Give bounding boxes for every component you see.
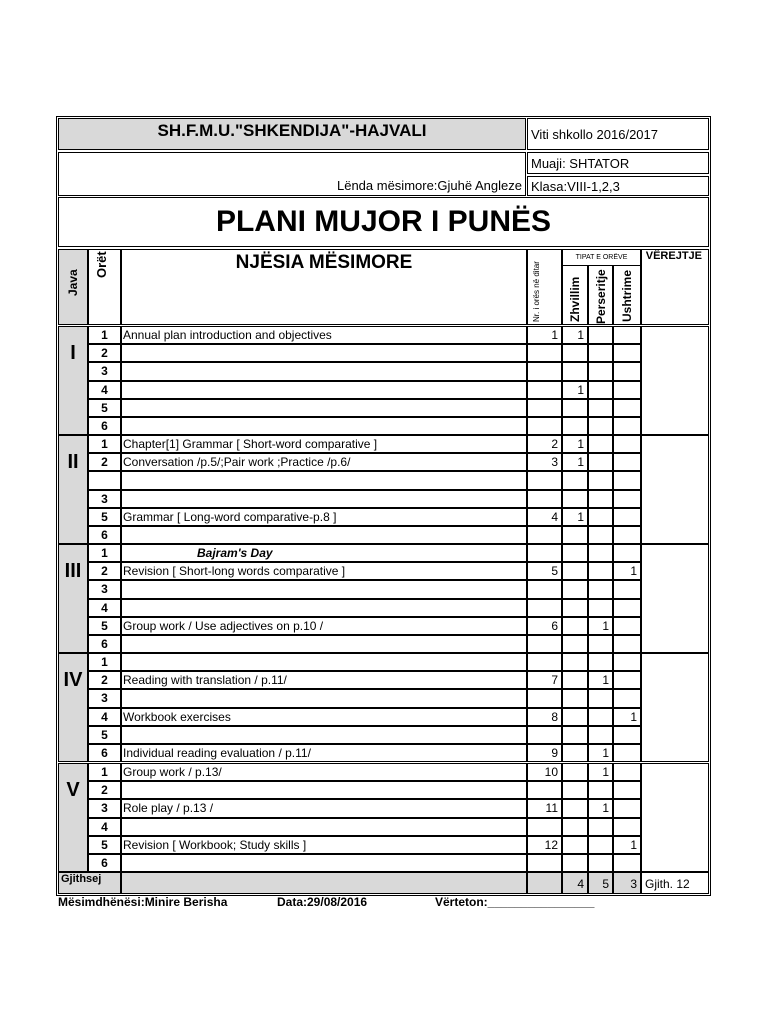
zhvillim-value bbox=[562, 854, 588, 872]
diary-number bbox=[527, 526, 562, 544]
hour-number: 2 bbox=[88, 781, 121, 799]
lesson-unit bbox=[121, 490, 527, 508]
diary-number: 8 bbox=[527, 708, 562, 726]
diary-number bbox=[527, 544, 562, 562]
ushtrime-value bbox=[613, 854, 641, 872]
col-java bbox=[58, 249, 88, 325]
col-verejtje bbox=[641, 249, 709, 325]
col-java-label: Java bbox=[66, 269, 80, 296]
lesson-unit bbox=[121, 689, 527, 707]
zhvillim-value bbox=[562, 635, 588, 653]
ushtrime-value: 1 bbox=[613, 708, 641, 726]
perseritje-value bbox=[588, 399, 613, 417]
zhvillim-value bbox=[562, 653, 588, 671]
perseritje-value bbox=[588, 490, 613, 508]
zhvillim-value bbox=[562, 599, 588, 617]
hour-number: 5 bbox=[88, 836, 121, 854]
diary-number bbox=[527, 490, 562, 508]
teacher-name: Mësimdhënësi:Minire Berisha bbox=[58, 895, 228, 909]
totals-ushtrime: 3 bbox=[613, 872, 641, 894]
hour-number: 2 bbox=[88, 562, 121, 580]
week-label: III bbox=[58, 544, 88, 653]
lesson-unit bbox=[121, 417, 527, 435]
perseritje-value bbox=[588, 854, 613, 872]
totals-gjith: Gjith. 12 bbox=[641, 872, 709, 894]
ushtrime-value: 1 bbox=[613, 836, 641, 854]
school-name: SH.F.M.U."SHKENDIJA"-HAJVALI bbox=[58, 118, 526, 150]
zhvillim-value: 1 bbox=[562, 381, 588, 399]
diary-number: 4 bbox=[527, 508, 562, 526]
ushtrime-value bbox=[613, 781, 641, 799]
zhvillim-value bbox=[562, 617, 588, 635]
hour-number: 2 bbox=[88, 344, 121, 362]
week-label: I bbox=[58, 326, 88, 435]
ushtrime-value bbox=[613, 671, 641, 689]
lesson-unit bbox=[121, 580, 527, 598]
totals-zhvillim: 4 bbox=[562, 872, 588, 894]
ushtrime-value bbox=[613, 744, 641, 762]
diary-number bbox=[527, 599, 562, 617]
lesson-unit bbox=[121, 854, 527, 872]
hour-number: 4 bbox=[88, 599, 121, 617]
col-nr bbox=[527, 249, 562, 325]
zhvillim-value bbox=[562, 526, 588, 544]
diary-number bbox=[527, 362, 562, 380]
hour-number: 3 bbox=[88, 799, 121, 817]
zhvillim-value bbox=[562, 799, 588, 817]
diary-number: 9 bbox=[527, 744, 562, 762]
verejtje-cell bbox=[641, 653, 709, 762]
lesson-unit: Revision [ Workbook; Study skills ] bbox=[121, 836, 527, 854]
totals-perseritje: 5 bbox=[588, 872, 613, 894]
diary-number: 11 bbox=[527, 799, 562, 817]
perseritje-value bbox=[588, 544, 613, 562]
perseritje-value bbox=[588, 435, 613, 453]
diary-number bbox=[527, 653, 562, 671]
perseritje-value bbox=[588, 726, 613, 744]
ushtrime-value bbox=[613, 417, 641, 435]
perseritje-value bbox=[588, 344, 613, 362]
ushtrime-value bbox=[613, 635, 641, 653]
hour-number: 4 bbox=[88, 708, 121, 726]
perseritje-value bbox=[588, 836, 613, 854]
col-tipat-label: TIPAT E ORËVE bbox=[575, 254, 628, 261]
lesson-unit bbox=[121, 471, 527, 489]
diary-number bbox=[527, 818, 562, 836]
ushtrime-value bbox=[613, 599, 641, 617]
lesson-unit: Workbook exercises bbox=[121, 708, 527, 726]
ushtrime-value bbox=[613, 453, 641, 471]
ushtrime-value bbox=[613, 689, 641, 707]
hour-number: 3 bbox=[88, 580, 121, 598]
perseritje-value bbox=[588, 381, 613, 399]
zhvillim-value bbox=[562, 580, 588, 598]
zhvillim-value bbox=[562, 689, 588, 707]
col-oret bbox=[88, 249, 121, 325]
lesson-unit: Chapter[1] Grammar [ Short-word comparative ] bbox=[121, 435, 527, 453]
ushtrime-value bbox=[613, 435, 641, 453]
lesson-unit bbox=[121, 653, 527, 671]
hour-number: 3 bbox=[88, 490, 121, 508]
lesson-unit bbox=[121, 818, 527, 836]
hour-number: 6 bbox=[88, 635, 121, 653]
school-year-value: 2016/2017 bbox=[596, 127, 658, 142]
ushtrime-value bbox=[613, 726, 641, 744]
lesson-unit bbox=[121, 599, 527, 617]
totals-label: Gjithsej bbox=[61, 873, 102, 885]
ushtrime-value bbox=[613, 344, 641, 362]
lesson-unit bbox=[121, 399, 527, 417]
zhvillim-value bbox=[562, 399, 588, 417]
hour-number: 1 bbox=[88, 326, 121, 344]
plan-date: Data:29/08/2016 bbox=[277, 895, 368, 909]
col-oret-label: Orët bbox=[94, 251, 109, 278]
zhvillim-value bbox=[562, 744, 588, 762]
verejtje-cell bbox=[641, 435, 709, 544]
ushtrime-value bbox=[613, 653, 641, 671]
hour-number: 4 bbox=[88, 381, 121, 399]
hour-number: 2 bbox=[88, 453, 121, 471]
perseritje-value: 1 bbox=[588, 799, 613, 817]
diary-number bbox=[527, 635, 562, 653]
lesson-unit: Group work / p.13/ bbox=[121, 763, 527, 781]
diary-number: 12 bbox=[527, 836, 562, 854]
diary-number bbox=[527, 344, 562, 362]
verify-line: Vërteton:________________ bbox=[435, 895, 595, 909]
col-zhvillim-label: Zhvillim bbox=[568, 276, 582, 322]
col-nr-label: Nr. i orës në ditar bbox=[532, 261, 541, 322]
hour-number: 6 bbox=[88, 854, 121, 872]
col-ushtrime bbox=[613, 265, 641, 325]
diary-number: 3 bbox=[527, 453, 562, 471]
perseritje-value bbox=[588, 708, 613, 726]
ushtrime-value bbox=[613, 326, 641, 344]
ushtrime-value bbox=[613, 799, 641, 817]
perseritje-value: 1 bbox=[588, 763, 613, 781]
hour-number: 1 bbox=[88, 435, 121, 453]
totals-unit-cell bbox=[121, 872, 527, 894]
lesson-unit: Individual reading evaluation / p.11/ bbox=[121, 744, 527, 762]
perseritje-value bbox=[588, 689, 613, 707]
ushtrime-value: 1 bbox=[613, 562, 641, 580]
verejtje-cell bbox=[641, 763, 709, 872]
perseritje-value bbox=[588, 508, 613, 526]
hour-number: 6 bbox=[88, 744, 121, 762]
hour-number: 5 bbox=[88, 617, 121, 635]
ushtrime-value bbox=[613, 381, 641, 399]
perseritje-value bbox=[588, 471, 613, 489]
zhvillim-value bbox=[562, 344, 588, 362]
diary-number: 1 bbox=[527, 326, 562, 344]
verejtje-cell bbox=[641, 544, 709, 653]
hour-number: 5 bbox=[88, 399, 121, 417]
hour-number: 6 bbox=[88, 526, 121, 544]
lesson-unit bbox=[121, 726, 527, 744]
lesson-unit: Revision [ Short-long words comparative ] bbox=[121, 562, 527, 580]
zhvillim-value bbox=[562, 362, 588, 380]
hour-number: 1 bbox=[88, 763, 121, 781]
diary-number bbox=[527, 580, 562, 598]
diary-number bbox=[527, 417, 562, 435]
perseritje-value bbox=[588, 653, 613, 671]
zhvillim-value bbox=[562, 417, 588, 435]
perseritje-value: 1 bbox=[588, 744, 613, 762]
zhvillim-value bbox=[562, 781, 588, 799]
lesson-unit bbox=[121, 344, 527, 362]
zhvillim-value bbox=[562, 562, 588, 580]
totals-nr-cell bbox=[527, 872, 562, 894]
ushtrime-value bbox=[613, 526, 641, 544]
col-perseritje-label: Perseritje bbox=[594, 269, 608, 324]
lesson-unit: Annual plan introduction and objectives bbox=[121, 326, 527, 344]
perseritje-value bbox=[588, 326, 613, 344]
zhvillim-value bbox=[562, 671, 588, 689]
perseritje-value bbox=[588, 526, 613, 544]
diary-number bbox=[527, 471, 562, 489]
lesson-unit bbox=[121, 362, 527, 380]
page-title: PLANI MUJOR I PUNËS bbox=[58, 197, 709, 247]
hour-number: 5 bbox=[88, 508, 121, 526]
hour-number: 5 bbox=[88, 726, 121, 744]
week-label: V bbox=[58, 763, 88, 872]
zhvillim-value: 1 bbox=[562, 508, 588, 526]
zhvillim-value bbox=[562, 726, 588, 744]
zhvillim-value bbox=[562, 763, 588, 781]
perseritje-value bbox=[588, 417, 613, 435]
ushtrime-value bbox=[613, 763, 641, 781]
lesson-unit: Reading with translation / p.11/ bbox=[121, 671, 527, 689]
zhvillim-value bbox=[562, 836, 588, 854]
zhvillim-value: 1 bbox=[562, 453, 588, 471]
lesson-unit: Role play / p.13 / bbox=[121, 799, 527, 817]
lesson-unit: Bajram's Day bbox=[121, 544, 527, 562]
col-ushtrime-label: Ushtrime bbox=[620, 269, 634, 322]
zhvillim-value bbox=[562, 818, 588, 836]
perseritje-value: 1 bbox=[588, 671, 613, 689]
zhvillim-value: 1 bbox=[562, 326, 588, 344]
zhvillim-value bbox=[562, 471, 588, 489]
hour-number bbox=[88, 471, 121, 489]
ushtrime-value bbox=[613, 580, 641, 598]
ushtrime-value bbox=[613, 818, 641, 836]
ushtrime-value bbox=[613, 362, 641, 380]
perseritje-value bbox=[588, 562, 613, 580]
perseritje-value bbox=[588, 599, 613, 617]
ushtrime-value bbox=[613, 471, 641, 489]
lesson-unit bbox=[121, 781, 527, 799]
perseritje-value: 1 bbox=[588, 617, 613, 635]
lesson-unit bbox=[121, 526, 527, 544]
zhvillim-value: 1 bbox=[562, 435, 588, 453]
perseritje-value bbox=[588, 781, 613, 799]
zhvillim-value bbox=[562, 708, 588, 726]
lesson-unit bbox=[121, 635, 527, 653]
ushtrime-value bbox=[613, 544, 641, 562]
ushtrime-value bbox=[613, 490, 641, 508]
diary-number bbox=[527, 854, 562, 872]
diary-number: 7 bbox=[527, 671, 562, 689]
diary-number bbox=[527, 381, 562, 399]
perseritje-value bbox=[588, 453, 613, 471]
perseritje-value bbox=[588, 818, 613, 836]
zhvillim-value bbox=[562, 544, 588, 562]
col-verejtje-label: VËREJTJE bbox=[645, 250, 702, 262]
diary-number bbox=[527, 689, 562, 707]
ushtrime-value bbox=[613, 617, 641, 635]
hour-number: 3 bbox=[88, 689, 121, 707]
ushtrime-value bbox=[613, 399, 641, 417]
school-year-label: Viti shkollo bbox=[531, 127, 593, 142]
week-label: II bbox=[58, 435, 88, 544]
col-unit bbox=[121, 249, 527, 325]
perseritje-value bbox=[588, 580, 613, 598]
subject-label: Lënda mësimore:Gjuhë Angleze bbox=[336, 178, 522, 193]
zhvillim-value bbox=[562, 490, 588, 508]
class-label: Klasa:VIII-1,2,3 bbox=[527, 176, 709, 196]
lesson-unit: Conversation /p.5/;Pair work ;Practice /p.6/ bbox=[121, 453, 527, 471]
lesson-unit: Group work / Use adjectives on p.10 / bbox=[121, 617, 527, 635]
diary-number: 10 bbox=[527, 763, 562, 781]
col-zhvillim bbox=[562, 265, 588, 325]
lesson-unit: Grammar [ Long-word comparative-p.8 ] bbox=[121, 508, 527, 526]
diary-number: 2 bbox=[527, 435, 562, 453]
hour-number: 1 bbox=[88, 653, 121, 671]
verejtje-cell bbox=[641, 326, 709, 435]
totals-label-cell bbox=[58, 872, 121, 894]
week-label: IV bbox=[58, 653, 88, 762]
hour-number: 4 bbox=[88, 818, 121, 836]
lesson-unit bbox=[121, 381, 527, 399]
perseritje-value bbox=[588, 635, 613, 653]
hour-number: 3 bbox=[88, 362, 121, 380]
perseritje-value bbox=[588, 362, 613, 380]
col-perseritje bbox=[588, 265, 613, 325]
hour-number: 6 bbox=[88, 417, 121, 435]
hour-number: 2 bbox=[88, 671, 121, 689]
col-unit-label: NJËSIA MËSIMORE bbox=[235, 252, 413, 273]
school-year bbox=[527, 118, 709, 150]
diary-number: 5 bbox=[527, 562, 562, 580]
diary-number bbox=[527, 399, 562, 417]
hour-number: 1 bbox=[88, 544, 121, 562]
diary-number: 6 bbox=[527, 617, 562, 635]
month-label: Muaji: SHTATOR bbox=[527, 152, 709, 174]
ushtrime-value bbox=[613, 508, 641, 526]
diary-number bbox=[527, 781, 562, 799]
diary-number bbox=[527, 726, 562, 744]
